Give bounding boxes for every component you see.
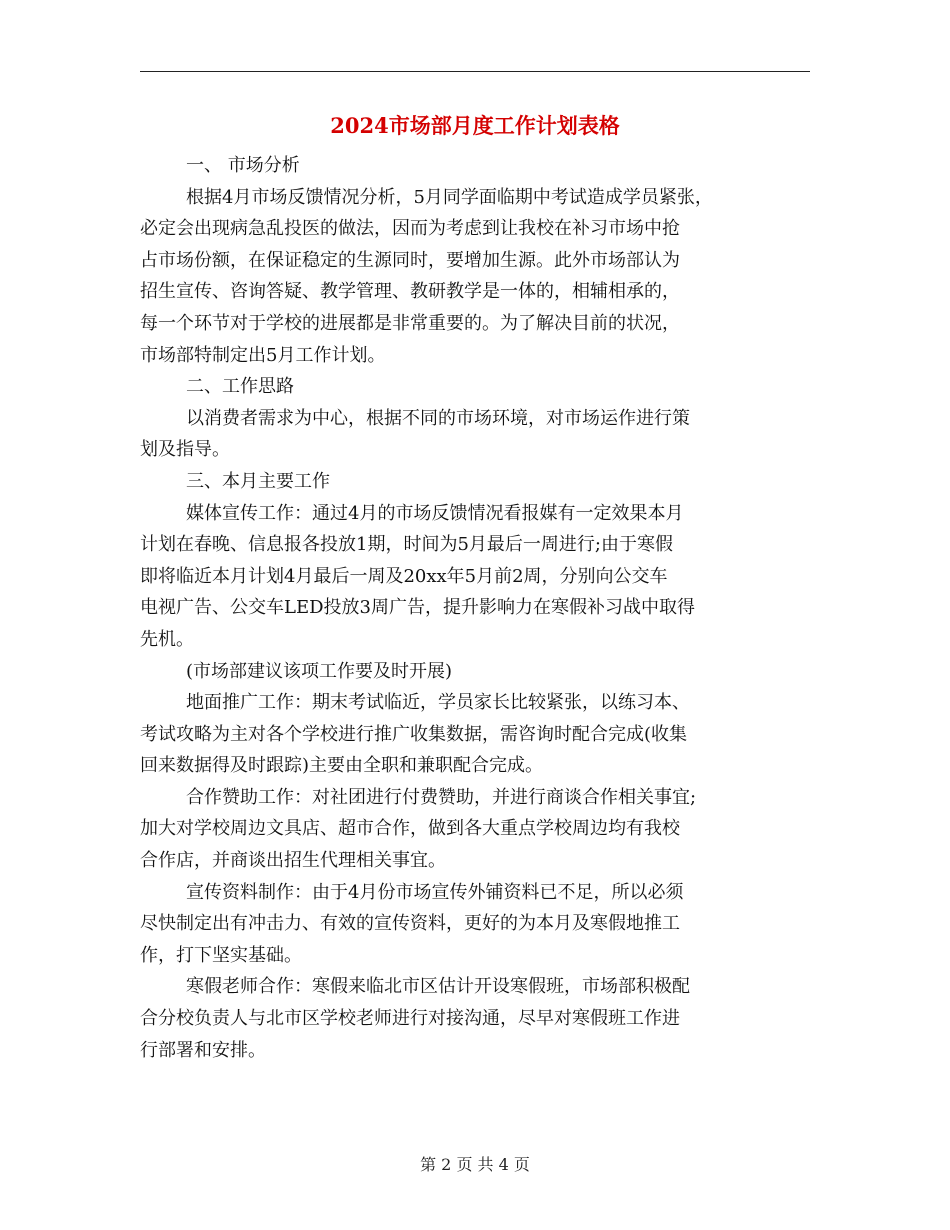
paragraph-line: 先机。 <box>140 628 194 650</box>
paragraph-line: 招生宣传、咨询答疑、教学管理、教研教学是一体的，相辅相承的， <box>140 281 680 303</box>
paragraph-line: 合作赞助工作：对社团进行付费赞助，并进行商谈合作相关事宜; <box>186 786 697 808</box>
paragraph-line: 划及指导。 <box>140 439 230 461</box>
header-rule <box>140 71 810 72</box>
heading-market-analysis: 一、 市场分析 <box>186 155 300 176</box>
paragraph-line: 计划在春晚、信息报各投放1期，时间为5月最后一周进行;由于寒假 <box>140 534 673 556</box>
paragraph-line: 以消费者需求为中心，根据不同的市场环境，对市场运作进行策 <box>186 407 690 429</box>
document-title: 2024市场部月度工作计划表格 <box>330 113 620 138</box>
paragraph-line: 即将临近本月计划4月最后一周及20xx年5月前2周，分别向公交车 <box>140 565 668 587</box>
paragraph-line: 寒假老师合作：寒假来临北市区估计开设寒假班，市场部积极配 <box>186 976 690 998</box>
paragraph-line: 市场部特制定出5月工作计划。 <box>140 344 386 366</box>
page-footer: 第 2 页 共 4 页 <box>420 1155 530 1174</box>
heading-main-work: 三、本月主要工作 <box>186 470 330 492</box>
paragraph-line: 每一个环节对于学校的进展都是非常重要的。为了解决目前的状况， <box>140 312 680 334</box>
paragraph-line: 考试攻略为主对各个学校进行推广收集数据，需咨询时配合完成(收集 <box>140 723 688 745</box>
paragraph-line: 媒体宣传工作：通过4月的市场反馈情况看报媒有一定效果本月 <box>186 502 684 524</box>
paragraph-line: 地面推广工作：期末考试临近，学员家长比较紧张，以练习本、 <box>186 692 690 714</box>
paragraph-line: 合作店，并商谈出招生代理相关事宜。 <box>140 850 446 872</box>
document-body <box>140 150 812 1066</box>
paragraph-line: 必定会出现病急乱投医的做法，因而为考虑到让我校在补习市场中抢 <box>140 218 680 240</box>
paragraph-line: 根据4月市场反馈情况分析，5月同学面临期中考试造成学员紧张， <box>186 186 713 208</box>
paragraph-line: 尽快制定出有冲击力、有效的宣传资料，更好的为本月及寒假地推工 <box>140 913 680 935</box>
paragraph-line: (市场部建议该项工作要及时开展) <box>186 660 453 682</box>
paragraph-line: 电视广告、公交车LED投放3周广告，提升影响力在寒假补习战中取得 <box>140 597 695 619</box>
paragraph-line: 作，打下坚实基础。 <box>140 944 302 966</box>
heading-work-approach: 二、工作思路 <box>186 376 294 398</box>
paragraph-line: 宣传资料制作：由于4月份市场宣传外铺资料已不足，所以必须 <box>186 881 684 903</box>
paragraph-line: 回来数据得及时跟踪)主要由全职和兼职配合完成。 <box>140 755 544 777</box>
paragraph-line: 行部署和安排。 <box>140 1039 266 1061</box>
paragraph-line: 加大对学校周边文具店、超市合作，做到各大重点学校周边均有我校 <box>140 818 680 840</box>
paragraph-line: 占市场份额，在保证稳定的生源同时，要增加生源。此外市场部认为 <box>140 249 680 271</box>
paragraph-line: 合分校负责人与北市区学校老师进行对接沟通，尽早对寒假班工作进 <box>140 1008 680 1030</box>
